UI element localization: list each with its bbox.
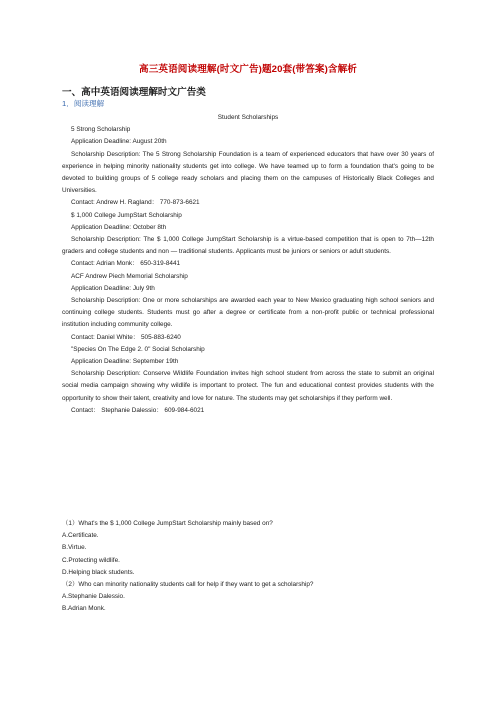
question-2-option-a: A.Stephanie Dalessio. — [62, 593, 125, 601]
scholarship-3-description: Scholarship Description: One or more scholarships are awarded each year to New Mexico graduating high school seniors and continuing college students. Students must go after a degree or certificate from a non-profit public or technical professional institution including community college. — [62, 297, 434, 329]
scholarship-1-description: Scholarship Description: The 5 Strong Scholarship Foundation is a team of experienced educators that have over 30 years of experience in helping minority nationality students get into college. We have teamed up to form a foundation that's going to be devoted to building groups of 5 college ready scholars and placing them on the campuses of Historically Black Colleges and Universities. — [62, 150, 434, 195]
scholarship-2-name: $ 1,000 College JumpStart Scholarship — [71, 211, 182, 219]
scholarship-4-deadline: Application Deadline: September 19th — [71, 358, 179, 366]
question-1-option-c: C.Protecting wildlife. — [62, 556, 120, 564]
scholarship-4-description: Scholarship Description: Conserve Wildlife Foundation invites high school student from across the state to submit an original social media campaign showing why wildlife is important to protect. The fun and educational contest provides students with the opportunity to show their talent, creativity and love for nature. The students may get scholarships if they perform well. — [62, 370, 434, 402]
passage-heading: Student Scholarships — [217, 114, 279, 121]
subsection-heading: 1．阅读理解 — [62, 99, 105, 108]
scholarship-4-contact: Contact： Stephanie Dalessio： 609-984-6021 — [71, 406, 205, 414]
scholarship-3-contact: Contact: Daniel White： 505-883-6240 — [71, 333, 181, 341]
question-2: （2）Who can minority nationality students call for help if they want to get a scholarship? — [62, 581, 314, 589]
scholarship-2-contact: Contact: Adrian Monk： 650-319-8441 — [71, 260, 181, 268]
scholarship-3-deadline: Application Deadline: July 9th — [71, 284, 155, 292]
scholarship-1-contact: Contact: Andrew H. Ragland： 770-873-6621 — [71, 199, 200, 207]
question-2-option-b: B.Adrian Monk. — [62, 605, 106, 613]
question-1-option-a: A.Certificate. — [62, 532, 99, 540]
scholarship-2-deadline: Application Deadline: October 8th — [71, 223, 167, 231]
reading-passage — [62, 112, 434, 417]
scholarship-3-name: ACF Andrew Piech Memorial Scholarship — [71, 272, 188, 280]
scholarship-2-description: Scholarship Description: The $ 1,000 College JumpStart Scholarship is a virtue-based competition that is open to 7th—12th graders and college students and non — traditional students. Applicants must be juniors or seniors or adult students. — [62, 236, 434, 256]
scholarship-1-deadline: Application Deadline: August 20th — [71, 138, 167, 146]
question-1: （1）What's the $ 1,000 College JumpStart Scholarship mainly based on? — [62, 520, 273, 527]
questions — [62, 518, 434, 616]
section-heading: 一、高中英语阅读理解时文广告类 — [62, 87, 206, 98]
question-1-option-b: B.Virtue. — [62, 544, 87, 552]
scholarship-1-name: 5 Strong Scholarship — [71, 126, 131, 134]
question-1-option-d: D.Helping black students. — [62, 568, 135, 576]
document-title: 高三英语阅读理解(时文广告)题20套(带答案)含解析 — [139, 64, 357, 75]
scholarship-4-name: "Species On The Edge 2. 0" Social Scholarship — [71, 345, 205, 353]
